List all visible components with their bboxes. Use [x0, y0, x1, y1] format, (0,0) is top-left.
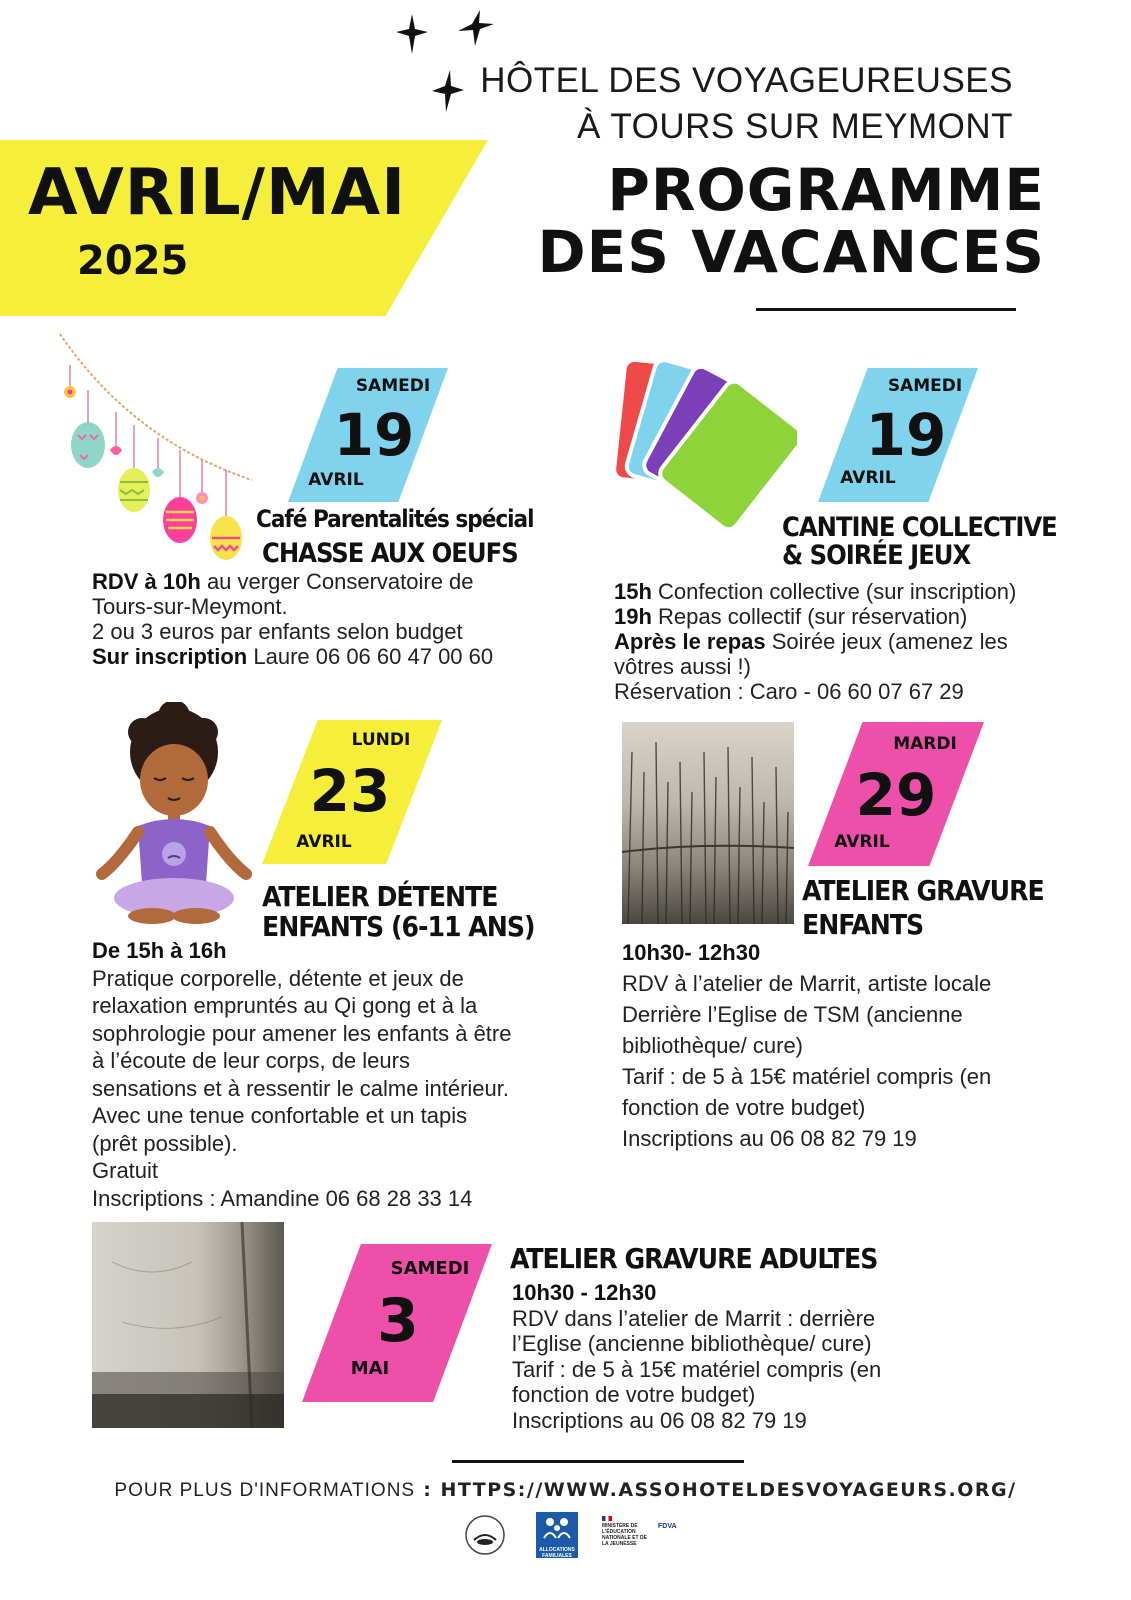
detail-line: 19h Repas collectif (sur réservation): [614, 604, 968, 629]
detail-line: Inscriptions au 06 08 82 79 19: [512, 1407, 807, 1433]
event-details: [92, 569, 562, 669]
website-link[interactable]: HTTPS://WWW.ASSOHOTELDESVOYAGEURS.ORG/: [440, 1479, 1017, 1501]
event-details: [614, 579, 1084, 704]
detail-line: à l’écoute de leur corps, de leurs: [92, 1048, 410, 1073]
event-title: ATELIER GRAVURE ADULTES: [510, 1242, 878, 1275]
engraving-print-image: [92, 1222, 284, 1428]
logo-text: MINISTÈRE DE L'ÉDUCATION NATIONALE ET DE LA JEUNESSE: [602, 1523, 647, 1547]
footer-separator: :: [415, 1479, 441, 1501]
event-details: [622, 937, 1092, 1154]
day-number: 29: [855, 761, 937, 829]
detail-line: 10h30 - 12h30: [512, 1280, 657, 1305]
star-icon: [396, 14, 428, 54]
detail-line: Avec une tenue confortable et un tapis: [92, 1103, 468, 1128]
day-name: SAMEDI: [355, 376, 431, 396]
detail-line: fonction de votre budget): [512, 1382, 756, 1407]
event-title-line2: ENFANTS (6-11 ANS): [262, 910, 535, 943]
detail-line: RDV dans l’atelier de Marrit : derrière: [512, 1305, 876, 1331]
venue-name: HÔTEL DES VOYAGEUREUSES: [480, 61, 1013, 100]
day-number: 19: [865, 401, 947, 469]
event-subtitle: Café Parentalités spécial: [256, 505, 534, 533]
detail-line: Sur inscription Laure 06 06 60 47 00 60: [92, 644, 494, 669]
french-flag-icon: [602, 1516, 612, 1521]
venue-town: À TOURS SUR MEYMONT: [576, 107, 1013, 146]
star-icon: [458, 10, 494, 46]
ministere-education-logo: [602, 1516, 692, 1554]
event-title-line1: CANTINE COLLECTIVE: [782, 512, 1057, 543]
detail-line: Tarif : de 5 à 15€ matériel compris (en: [622, 1064, 992, 1089]
allocations-familiales-logo: [536, 1512, 578, 1558]
detail-line: 2 ou 3 euros par enfants selon budget: [92, 619, 463, 644]
detail-line: vôtres aussi !): [614, 654, 751, 679]
detail-line: fonction de votre budget): [622, 1095, 866, 1120]
playing-cards-icon: [612, 356, 797, 536]
day-name: MARDI: [893, 734, 957, 754]
detail-line: De 15h à 16h: [92, 938, 227, 963]
easter-eggs-garland-icon: [52, 330, 262, 570]
hotel-des-voyageurs-logo-icon: [464, 1514, 506, 1556]
logo-text: ALLOCATIONS FAMILIALES: [539, 1547, 575, 1559]
year-label: 2025: [77, 238, 189, 284]
month-name: MAI: [350, 1358, 390, 1379]
detail-line: bibliothèque/ cure): [622, 1033, 804, 1058]
detail-line: RDV à 10h au verger Conservatoire de: [92, 569, 474, 594]
detail-line: 10h30- 12h30: [622, 940, 761, 965]
engraving-print-image: [622, 722, 794, 924]
page-title-line2: DES VACANCES: [537, 218, 1045, 286]
detail-line: Tarif : de 5 à 15€ matériel compris (en: [512, 1356, 882, 1382]
detail-line: (prêt possible).: [92, 1130, 238, 1156]
detail-line: RDV à l’atelier de Marrit, artiste locale: [622, 971, 992, 996]
header-divider: [756, 308, 1016, 311]
day-number: 3: [377, 1286, 419, 1356]
footer-label: POUR PLUS D'INFORMATIONS: [114, 1480, 416, 1501]
day-name: SAMEDI: [390, 1258, 470, 1279]
detail-line: l’Eglise (ancienne bibliothèque/ cure): [512, 1331, 872, 1356]
day-name: SAMEDI: [887, 376, 963, 396]
period-label: AVRIL/MAI: [28, 156, 406, 230]
meditating-child-icon: [92, 702, 262, 930]
footer-info: [0, 1479, 1131, 1502]
logo-text-secondary: FDVA: [658, 1523, 677, 1530]
month-name: AVRIL: [834, 832, 890, 852]
detail-line: relaxation empruntés au Qi gong et à la: [92, 993, 478, 1018]
event-title-line1: ATELIER GRAVURE: [802, 874, 1044, 907]
event-details: [92, 937, 592, 1212]
star-icon: [432, 70, 464, 112]
page-title-line1: PROGRAMME: [607, 156, 1045, 224]
day-number: 23: [309, 757, 391, 825]
month-name: AVRIL: [296, 832, 352, 852]
event-title: CHASSE AUX OEUFS: [262, 538, 518, 569]
event-title-line2: ENFANTS: [802, 908, 924, 941]
month-name: AVRIL: [308, 470, 364, 490]
event-title-line2: & SOIRÉE JEUX: [782, 540, 971, 571]
detail-line: sensations et à ressentir le calme intérieur.: [92, 1075, 509, 1101]
event-details: [512, 1280, 982, 1433]
day-name: LUNDI: [351, 730, 411, 750]
event-title-line1: ATELIER DÉTENTE: [262, 880, 498, 913]
detail-line: Tours-sur-Meymont.: [92, 594, 288, 619]
detail-line: Inscriptions au 06 08 82 79 19: [622, 1126, 917, 1151]
detail-line: sophrologie pour amener les enfants à être: [92, 1020, 512, 1046]
footer-divider: [452, 1460, 744, 1463]
day-number: 19: [333, 401, 415, 469]
detail-line: Réservation : Caro - 06 60 07 67 29: [614, 679, 964, 704]
month-name: AVRIL: [840, 468, 896, 488]
detail-line: Après le repas Soirée jeux (amenez les: [614, 629, 1008, 654]
detail-line: Derrière l’Eglise de TSM (ancienne: [622, 1002, 963, 1027]
detail-line: Pratique corporelle, détente et jeux de: [92, 965, 464, 991]
detail-line: Gratuit: [92, 1158, 159, 1183]
family-icon: [536, 1512, 578, 1542]
detail-line: Inscriptions : Amandine 06 68 28 33 14: [92, 1185, 473, 1211]
detail-line: 15h Confection collective (sur inscription): [614, 579, 1017, 604]
